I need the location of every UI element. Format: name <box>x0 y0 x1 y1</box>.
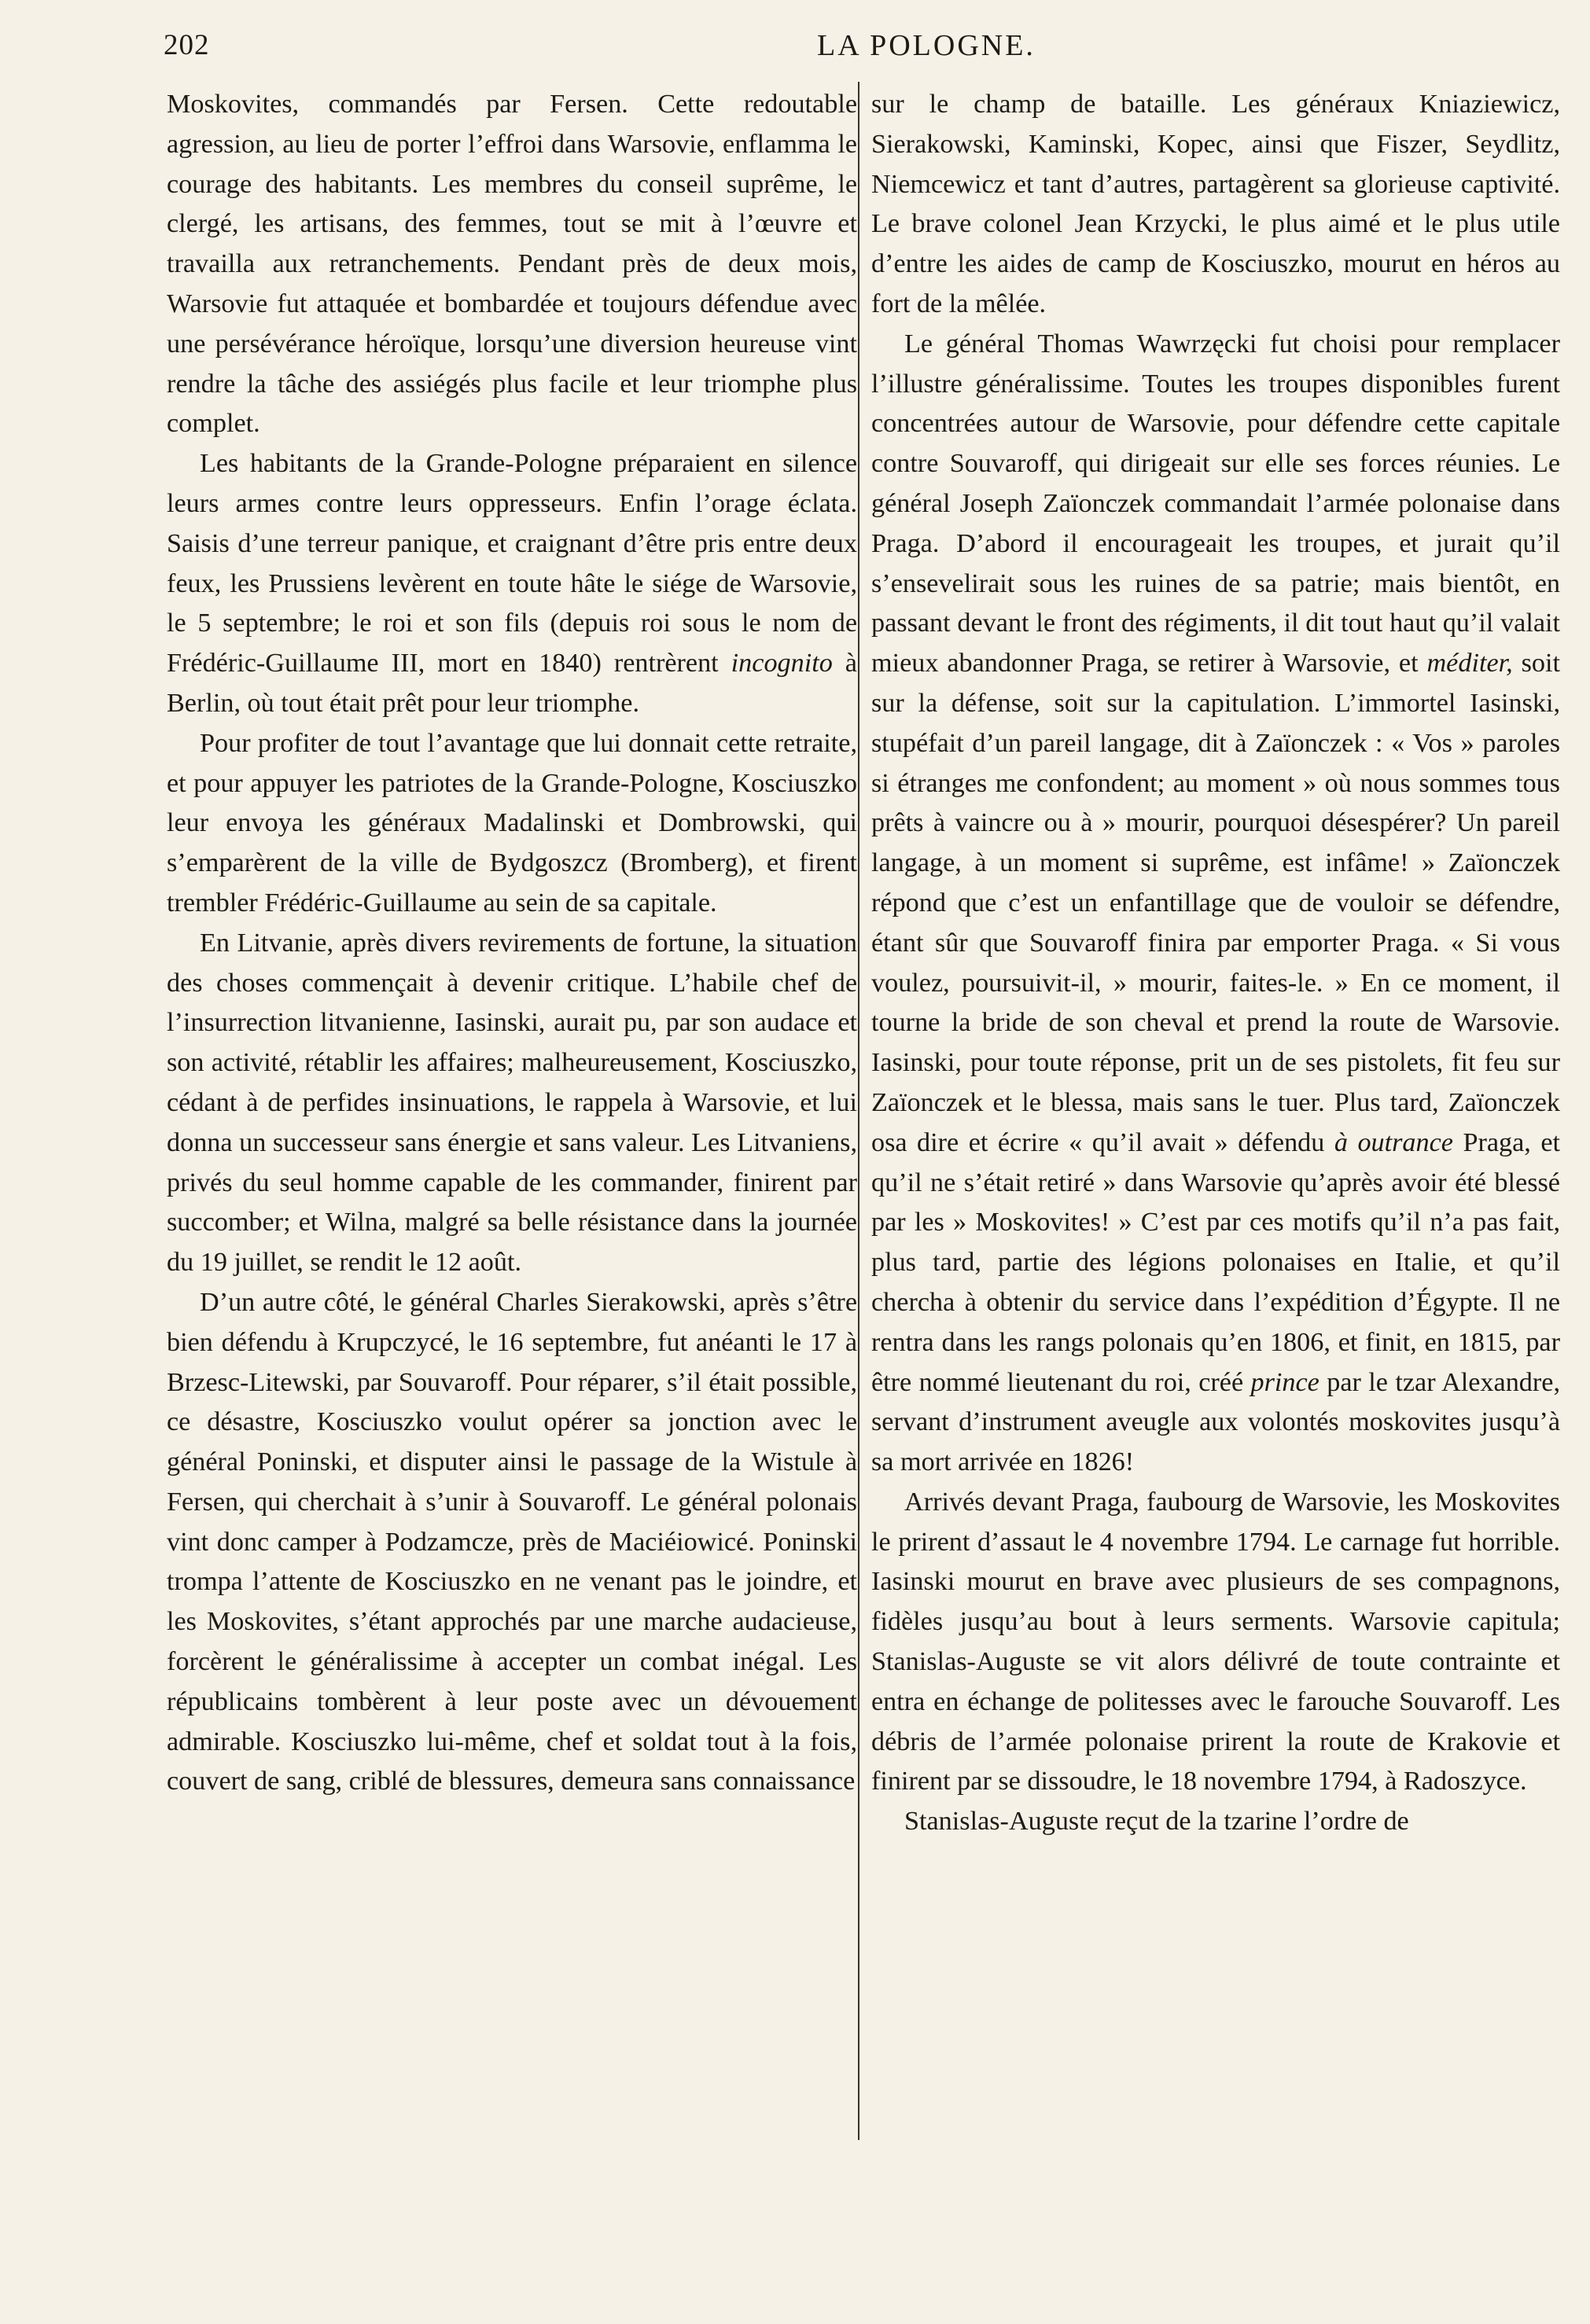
text-run: En Litvanie, après divers revirements de fortune, la situation des choses commençait à devenir critique. L’habile chef de l’insurrection litvanienne, Iasinski, aurait pu, par son audace et son activité, rétablir les affaires; malheureusement, Kosciuszko, cédant à de perfides insinuations, le rappela à Warsovie, et lui donna un successeur sans énergie et sans valeur. Les Litvaniens, privés du seul homme capable de les commander, finirent par succomber; et Wilna, malgré sa belle résistance dans la journée du 19 juillet, se rendit le 12 août. <box>167 928 857 1278</box>
text-run: Arrivés devant Praga, faubourg de Warsovie, les Moskovites le prirent d’assaut le 4 novembre 1794. Le carnage fut horrible. Iasinski mourut en brave avec plusieurs de ses compagnons, fidèles jusqu’au bout à leurs serments. Warsovie capitula; Stanislas-Auguste se vit alors délivré de toute contrainte et entra en échange de politesses avec le farouche Souvaroff. Les débris de l’armée polonaise prirent la route de Krakovie et finirent par se dissoudre, le 18 novembre 1794, à Radoszyce. <box>871 1487 1560 1796</box>
body-paragraph <box>167 1283 857 1802</box>
text-run: soit sur la défense, soit sur la capitulation. L’immortel Iasinski, stupéfait d’un pareil langage, dit à Zaïonczek : « Vos » paroles si étranges me confondent; au moment » où nous sommes tous prêts à vaincre ou à » mourir, pourquoi désespérer? Un pareil langage, à un moment si suprême, est infâme! » Zaïonczek répond que c’est un enfantillage que de vouloir se défendre, étant sûr que Souvaroff finira par emporter Praga. « Si vous voulez, poursuivit-il, » mourir, faites-le. » En ce moment, il tourne la bride de son cheval et prend la route de Warsovie. Iasinski, pour toute réponse, prit un de ses pistolets, fit feu sur Zaïonczek et le blessa, mais sans le tuer. Plus tard, Zaïonczek osa dire et écrire « qu’il avait » défendu <box>871 649 1560 1157</box>
page-number: 202 <box>164 29 210 61</box>
running-title: LA POLOGNE. <box>817 29 1036 62</box>
body-paragraph <box>167 924 857 1283</box>
text-run: Le général Thomas Wawrzęcki fut choisi pour remplacer l’illustre généralissime. Toutes les troupes disponibles furent concentrées autour de Warsovie, pour défendre cette capitale contre Souvaroff, qui dirigeait sur elle ses forces réunies. Le général Joseph Zaïonczek commandait l’armée polonaise dans Praga. D’abord il encourageait les troupes, et jurait qu’il s’ensevelirait sous les ruines de sa patrie; mais bientôt, en passant devant le front des régiments, il dit tout haut qu’il valait mieux abandonner Praga, se retirer à Warsovie, et <box>871 329 1560 678</box>
text-run: Pour profiter de tout l’avantage que lui donnait cette retraite, et pour appuyer les patriotes de la Grande-Pologne, Kosciuszko leur envoya les généraux Madalinski et Dombrowski, qui s’emparèrent de la ville de Bydgoszcz (Bromberg), et firent trembler Frédéric-Guillaume au sein de sa capitale. <box>167 728 857 917</box>
text-run: Stanislas-Auguste reçut de la tzarine l’ordre de <box>904 1807 1409 1837</box>
column-divider <box>858 82 859 2140</box>
text-run: D’un autre côté, le général Charles Sierakowski, après s’être bien défendu à Krupczycé, le 16 septembre, fut anéanti le 17 à Brzesc-Litewski, par Souvaroff. Pour réparer, s’il était possible, ce désastre, Kosciuszko voulut opérer sa jonction avec le général Poninski, et disputer ainsi le passage de la Wistule à Fersen, qui cherchait à s’unir à Souvaroff. Le général polonais vint donc camper à Podzamcze, près de Maciéiowicé. Poninski trompa l’attente de Kosciuszko en ne venant pas le joindre, et les Moskovites, s’étant approchés par une marche audacieuse, forcèrent le généralissime à accepter un combat inégal. Les républicains tombèrent à leur poste avec un dévouement admirable. Kosciuszko lui-même, chef et soldat tout à la fois, couvert de sang, criblé de blessures, demeura sans connaissance <box>167 1287 857 1796</box>
body-paragraph <box>871 325 1560 1483</box>
body-paragraph <box>167 724 857 924</box>
left-text-column <box>167 85 857 1802</box>
italic-text: méditer, <box>1426 649 1513 678</box>
text-run: Les habitants de la Grande-Pologne préparaient en silence leurs armes contre leurs oppresseurs. Enfin l’orage éclata. Saisis d’une terreur panique, et craignant d’être pris entre deux feux, les Prussiens levèrent en toute hâte le siége de Warsovie, le 5 septembre; le roi et son fils (depuis roi sous le nom de Frédéric-Guillaume III, mort en 1840) rentrèrent <box>167 449 857 678</box>
text-run: à Berlin, où tout était prêt pour leur triomphe. <box>167 649 857 718</box>
italic-text: incognito <box>731 649 833 678</box>
body-paragraph <box>871 1802 1560 1842</box>
text-run: sur le champ de bataille. Les généraux Kniaziewicz, Sierakowski, Kaminski, Kopec, ainsi que Fiszer, Seydlitz, Niemcewicz et tant d’autres, partagèrent sa glorieuse captivité. Le brave colonel Jean Krzycki, le plus aimé et le plus utile d’entre les aides de camp de Kosciuszko, mourut en héros au fort de la mêlée. <box>871 90 1560 318</box>
body-paragraph <box>167 85 857 444</box>
body-paragraph <box>871 85 1560 325</box>
right-text-column <box>871 85 1560 1842</box>
body-paragraph <box>167 444 857 724</box>
body-paragraph <box>871 1483 1560 1802</box>
text-run: Moskovites, commandés par Fersen. Cette redoutable agression, au lieu de porter l’effroi dans Warsovie, enflamma le courage des habitants. Les membres du conseil suprême, le clergé, les artisans, des femmes, tout se mit à l’œuvre et travailla aux retranchements. Pendant près de deux mois, Warsovie fut attaquée et bombardée et toujours défendue avec une persévérance héroïque, lorsqu’une diversion heureuse vint rendre la tâche des assiégés plus facile et leur triomphe plus complet. <box>167 90 857 439</box>
text-run: Praga, et qu’il ne s’était retiré » dans Warsovie qu’après avoir été blessé par les » Moskovites! » C’est par ces motifs qu’il n’a pas fait, plus tard, partie des légions polonaises en Italie, et qu’il chercha à obtenir du service dans l’expédition d’Égypte. Il ne rentra dans les rangs polonais qu’en 1806, et finit, en 1815, par être nommé lieutenant du roi, créé <box>871 1127 1560 1397</box>
italic-text: prince <box>1250 1367 1319 1397</box>
page-header <box>164 28 1559 79</box>
italic-text: à outrance <box>1334 1127 1453 1157</box>
text-run: par le tzar Alexandre, servant d’instrument aveugle aux volontés moskovites jusqu’à sa mort arrivée en 1826! <box>871 1367 1560 1477</box>
